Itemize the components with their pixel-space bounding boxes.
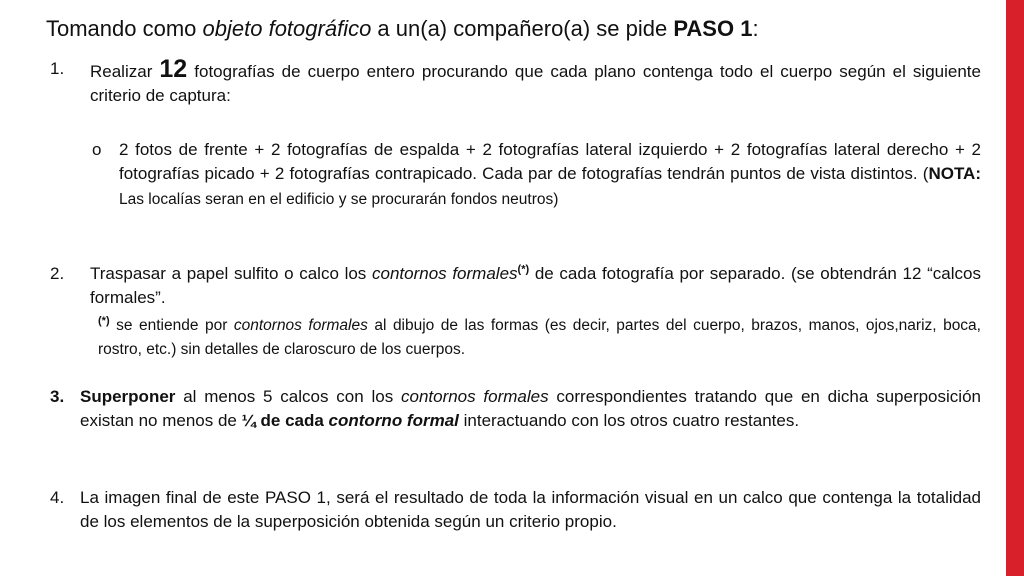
nota-label: NOTA: (928, 164, 981, 183)
sub-text-a: 2 fotos de frente + 2 fotografías de espalda + 2 fotografías lateral izquierdo + 2 fotografías lateral derecho + 2 fotografías picado + 2 fotografías contrapicado. Cada par de fotografías tendrán puntos de vista distintos. ( (119, 140, 981, 183)
item-2-number: 2. (50, 264, 65, 283)
item-2-text (90, 262, 981, 310)
item-1-text-b: fotografías de cuerpo entero procurando que cada plano contenga todo el cuerpo según el siguiente criterio de captura: (90, 62, 981, 105)
item-2-footnote-mark: (*) (517, 263, 530, 276)
item-3-bold-italic: contorno formal (328, 411, 459, 430)
sub-bullet-text (119, 138, 981, 212)
footnote-mark: (*) (98, 314, 110, 327)
footnote-italic: contornos formales (233, 317, 368, 334)
item-1-number: 1. (50, 59, 65, 78)
title-bold: PASO 1 (673, 16, 753, 41)
title-text-2: a un(a) compañero(a) se pide (371, 16, 674, 41)
red-accent-bar (1006, 0, 1024, 576)
item-1-big-number: 12 (159, 55, 188, 83)
title-text-1: Tomando como (46, 16, 203, 41)
item-4-text: La imagen final de este PASO 1, será el resultado de toda la información visual en un calco que contenga la totalidad de los elementos de la superposición obtenida según un criterio propio. (80, 488, 981, 531)
item-4-number: 4. (50, 488, 65, 507)
item-1-text-a: Realizar (90, 62, 160, 81)
item-2-text-a: Traspasar a papel sulfito o calco los (90, 264, 372, 283)
footnote-text-b: al dibujo de las formas (es decir, partes del cuerpo, brazos, manos, ojos,nariz, boca, rostro, etc.) sin detalles de claroscuro de los cuerpos. (98, 317, 981, 358)
item-3-text-a: al menos 5 calcos con los (175, 387, 401, 406)
item-2-italic: contornos formales (372, 264, 518, 283)
title-italic: objeto fotográfico (202, 16, 372, 41)
item-3-text (80, 385, 981, 433)
item-3-text-b: correspondientes tratando que en dicha superposición existan no menos de (80, 387, 981, 430)
item-1-text (90, 57, 981, 108)
item-3-italic: contornos formales (400, 387, 549, 406)
title-text-3: : (752, 16, 759, 41)
item-3-bold-2: ¼ de cada (241, 411, 329, 430)
item-3-text-c: interactuando con los otros cuatro restantes. (458, 411, 800, 430)
item-3-bold: Superponer (80, 387, 176, 406)
sub-bullet-icon: o (92, 140, 102, 159)
item-3-number: 3. (50, 387, 65, 406)
footnote-text-a: se entiende por (109, 317, 234, 334)
item-2-text-b: de cada fotografía por separado. (se obtendrán 12 “calcos formales”. (90, 264, 981, 307)
sub-text-small: Las localías seran en el edificio y se procurarán fondos neutros) (119, 191, 559, 208)
footnote-text (98, 314, 981, 362)
